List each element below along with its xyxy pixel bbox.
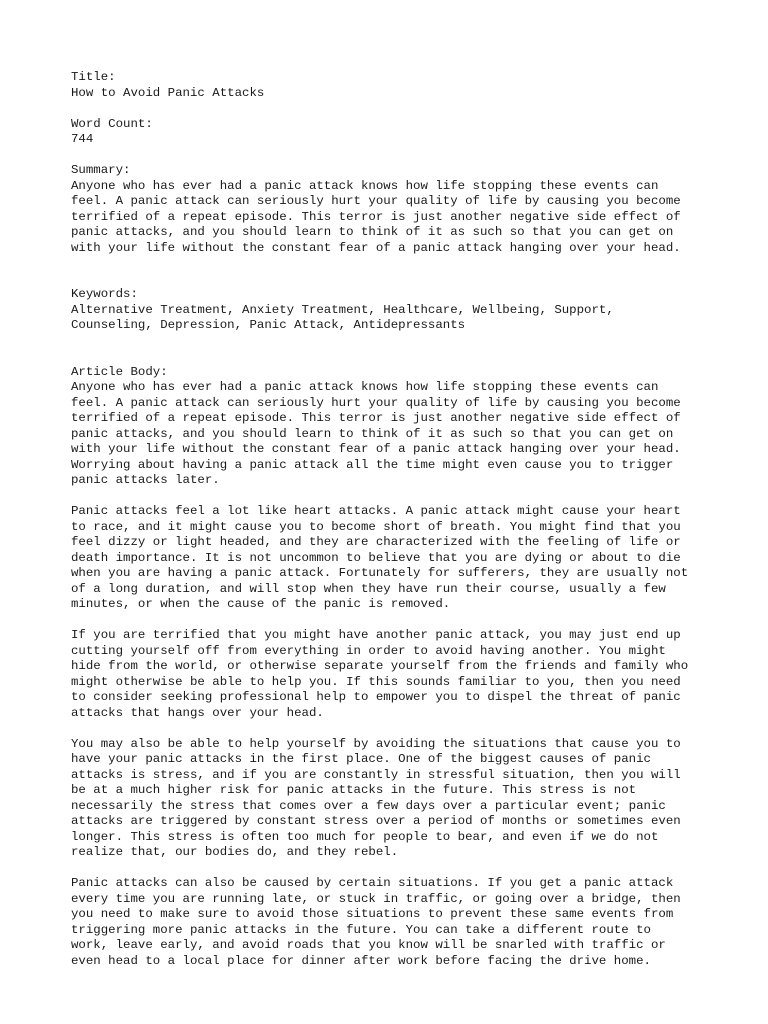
article-paragraph	[71, 628, 711, 721]
spacer	[71, 721, 711, 737]
paragraph-line: to consider seeking professional help to empower you to dispel the threat of panic	[71, 690, 681, 704]
paragraph-line: with your life without the constant fear of a panic attack hanging over your head.	[71, 442, 681, 456]
paragraph-line: triggering more panic attacks in the future. You can take a different route to	[71, 922, 651, 937]
title-section	[71, 70, 711, 101]
spacer	[71, 489, 711, 505]
summary-line: panic attacks, and you should learn to think of it as such so that you can get on	[71, 225, 674, 239]
paragraph-line: minutes, or when the cause of the panic is removed.	[71, 597, 451, 611]
article-paragraph	[71, 876, 711, 969]
article-paragraph	[71, 504, 711, 613]
paragraph-line: You may also be able to help yourself by avoiding the situations that cause you to	[71, 736, 681, 751]
summary-line: Anyone who has ever had a panic attack knows how life stopping these events can	[71, 178, 659, 193]
summary-line: feel. A panic attack can seriously hurt your quality of life by causing you become	[71, 194, 681, 208]
paragraph-line: Anyone who has ever had a panic attack knows how life stopping these events can	[71, 380, 659, 394]
paragraph-line: you need to make sure to avoid those situations to prevent these same events from	[71, 907, 674, 921]
paragraph-line: Panic attacks can also be caused by certain situations. If you get a panic attack	[71, 876, 674, 890]
paragraph-line: attacks that hangs over your head.	[71, 705, 324, 720]
spacer	[71, 861, 711, 877]
article-body-section	[71, 365, 711, 970]
paragraph-line: feel dizzy or light headed, and they are characterized with the feeling of life or	[71, 535, 681, 549]
keywords-line: Counseling, Depression, Panic Attack, Antidepressants	[71, 318, 466, 332]
paragraph-line: panic attacks, and you should learn to think of it as such so that you can get on	[71, 426, 674, 441]
summary-label: Summary:	[71, 163, 131, 177]
paragraph-line: attacks are triggered by constant stress over a period of months or sometimes even	[71, 814, 681, 828]
article-paragraph	[71, 737, 711, 861]
word-count-value: 744	[71, 132, 94, 146]
paragraph-line: every time you are running late, or stuck in traffic, or going over a bridge, then	[71, 891, 681, 906]
paragraph-line: have your panic attacks in the first place. One of the biggest causes of panic	[71, 752, 651, 766]
keywords-section	[71, 287, 711, 334]
summary-line: with your life without the constant fear of a panic attack hanging over your head.	[71, 240, 681, 255]
keywords-label: Keywords:	[71, 287, 138, 301]
paragraph-line: feel. A panic attack can seriously hurt your quality of life by causing you become	[71, 395, 681, 410]
article-paragraph	[71, 380, 711, 489]
paragraph-line: attacks is stress, and if you are constantly in stressful situation, then you will	[71, 767, 681, 782]
paragraph-line: hide from the world, or otherwise separate yourself from the friends and family who	[71, 659, 689, 673]
title-value: How to Avoid Panic Attacks	[71, 85, 265, 100]
paragraph-line: work, leave early, and avoid roads that you know will be snarled with traffic or	[71, 938, 666, 952]
spacer	[71, 334, 711, 365]
paragraph-line: panic attacks later.	[71, 473, 220, 487]
paragraph-line: be at a much higher risk for panic attacks in the future. This stress is not	[71, 783, 637, 797]
title-label: Title:	[71, 70, 116, 84]
spacer	[71, 148, 711, 164]
paragraph-line: of a long duration, and will stop when they have run their course, usually a few	[71, 581, 666, 596]
spacer	[71, 256, 711, 287]
spacer	[71, 613, 711, 629]
document-page	[71, 70, 711, 969]
paragraph-line: even head to a local place for dinner after work before facing the drive home.	[71, 953, 651, 968]
paragraph-line: longer. This stress is often too much for people to bear, and even if we do not	[71, 829, 659, 844]
paragraph-line: to race, and it might cause you to become short of breath. You might find that you	[71, 519, 681, 534]
summary-line: terrified of a repeat episode. This terror is just another negative side effect of	[71, 209, 681, 224]
keywords-line: Alternative Treatment, Anxiety Treatment, Healthcare, Wellbeing, Support,	[71, 302, 614, 317]
word-count-section	[71, 117, 711, 148]
paragraph-line: Panic attacks feel a lot like heart attacks. A panic attack might cause your heart	[71, 504, 681, 518]
summary-section	[71, 163, 711, 256]
paragraph-line: when you are having a panic attack. Fortunately for sufferers, they are usually not	[71, 566, 689, 580]
spacer	[71, 101, 711, 117]
paragraph-line: If you are terrified that you might have another panic attack, you may just end up	[71, 628, 681, 642]
word-count-label: Word Count:	[71, 116, 153, 131]
paragraph-line: cutting yourself off from everything in order to avoid having another. You might	[71, 643, 666, 658]
paragraph-line: realize that, our bodies do, and they rebel.	[71, 845, 399, 859]
paragraph-line: might otherwise be able to help you. If this sounds familiar to you, then you need	[71, 674, 681, 689]
paragraph-line: Worrying about having a panic attack all the time might even cause you to trigger	[71, 457, 674, 472]
article-body-label: Article Body:	[71, 364, 168, 379]
paragraph-line: terrified of a repeat episode. This terror is just another negative side effect of	[71, 411, 681, 425]
paragraph-line: necessarily the stress that comes over a few days over a particular event; panic	[71, 798, 666, 813]
paragraph-line: death importance. It is not uncommon to believe that you are dying or about to die	[71, 550, 681, 565]
